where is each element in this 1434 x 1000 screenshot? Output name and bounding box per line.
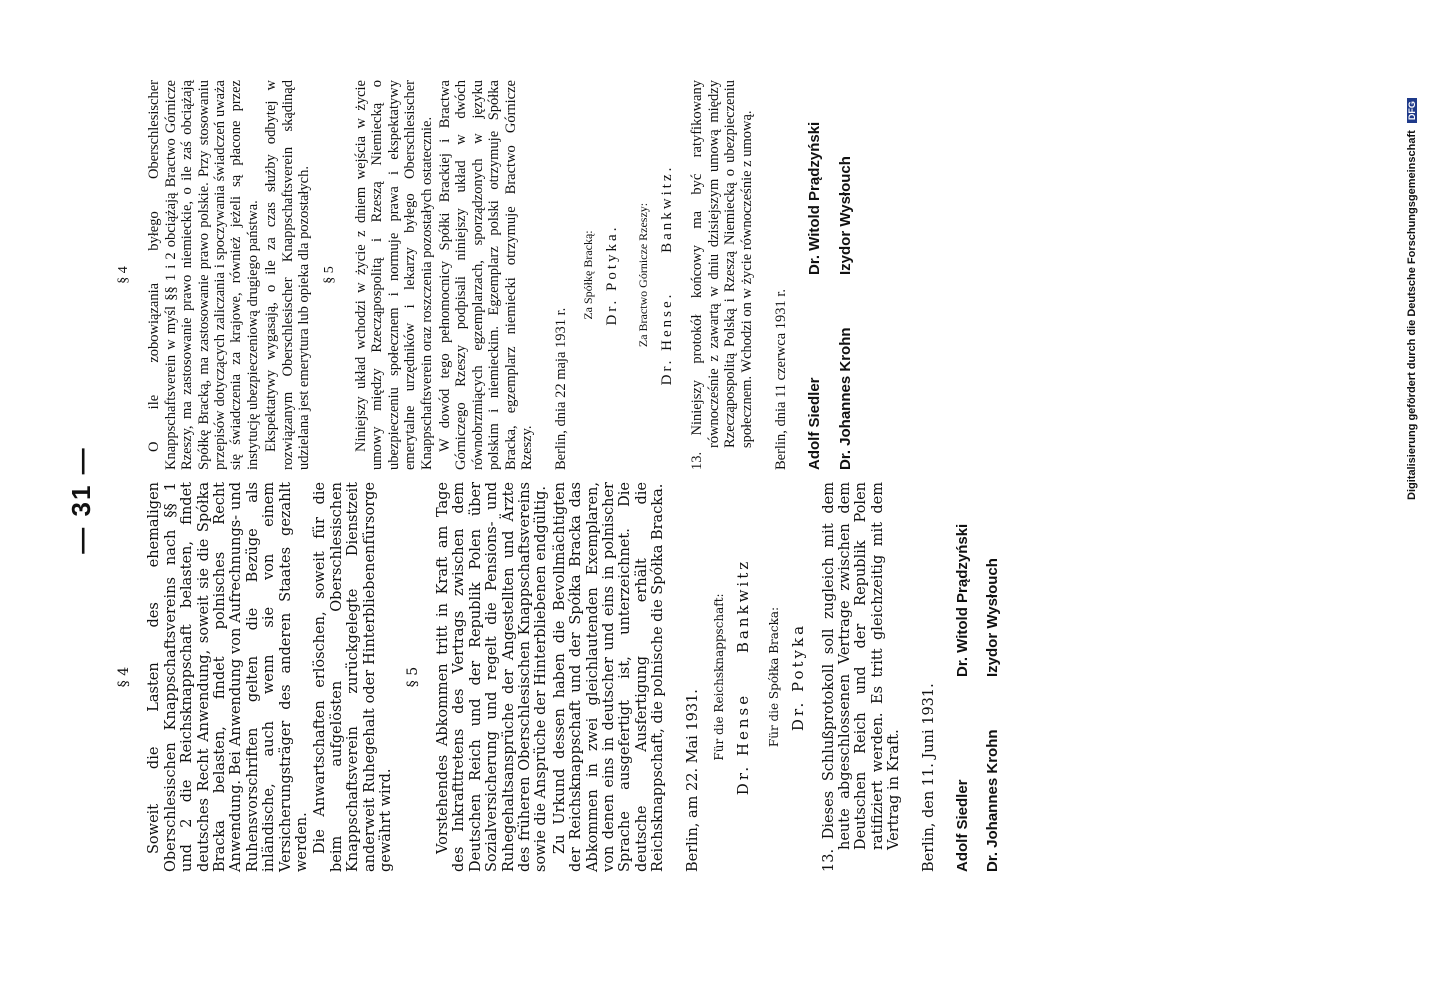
german-sig1-name-1: Dr. Hense bbox=[734, 692, 753, 796]
german-s4-paragraph-1: Soweit die Lasten des ehemaligen Oberschlesischen Knappschaftsvereins nach §§ 1 und 2 die Reichsknappschaft belasten, findet deutsches Recht Anwendung, soweit sie die Spółka Bracka belasten, findet polnisches Recht Anwendung. Bei Anwendung von Aufrechnungs- und Ruhensvorschriften gelten die Bezüge als inländische, auch wenn sie von einem Versicherungsträger des anderen Staates gezahlt werden. bbox=[146, 482, 311, 872]
polish-section-5 bbox=[322, 80, 535, 470]
dfg-logo: DFG bbox=[1407, 98, 1417, 123]
german-signatory: Dr. Johannes Krohn bbox=[984, 729, 1002, 872]
german-signatory: Dr. Witold Prądzyński bbox=[954, 523, 972, 677]
polish-s5-heading: § 5 bbox=[322, 266, 338, 284]
polish-column bbox=[116, 80, 854, 470]
polish-s5-paragraph-2: W dowód tego pełnomocnicy Spółki Brackiej i Bractwa Górniczego Rzeszy podpisali niniejszy układ w dwóch równobrzmiących egzemplarzach, sporządzonych w języku polskim i niemieckim. Egzemplarz polski otrzymuje Spółka Bracka, egzemplarz niemiecki otrzymuje Bractwo Górnicze Rzeszy. bbox=[436, 80, 535, 470]
german-column bbox=[116, 482, 1002, 872]
polish-s4-paragraph-1: O ile zobowiązania byłego Oberschlesischer Knappschaftsverein w myśl §§ 1 i 2 obciążają Bractwo Górnicze Rzeszy, ma zastosowanie prawo niemieckie, o ile zaś obciążają Spółkę Bracką, ma zastosowanie prawo polskie. Przy stosowaniu przepisów dotyczących zaliczania i spoczywania świadczeń uważa się świadczenia za krajowe, również jeżeli są płacone przez instytucję ubezpieczeniową drugiego państwa. bbox=[146, 80, 261, 470]
polish-sig1-caption: Za Spółkę Bracką: bbox=[580, 230, 595, 320]
german-s5-heading: § 5 bbox=[404, 666, 421, 688]
german-signatory: Adolf Siedler bbox=[954, 779, 972, 872]
german-signature-spolka bbox=[766, 482, 807, 872]
german-item-13: 13. Dieses Schlußprotokoll soll zugleich mit dem heute abgeschlossenen Vertrage zwischen dem Deutschen Reich und der Republik Polen ratifiziert werden. Es tritt gleichzeitig mit dem Vertrag in Kraft. bbox=[820, 482, 903, 872]
german-signatory: Izydor Wysłouch bbox=[984, 558, 1002, 677]
polish-sig2-caption: Za Bractwo Górnicze Rzeszy: bbox=[635, 202, 650, 348]
german-s4-paragraph-2: Die Anwartschaften erlöschen, soweit für die beim aufgelösten Oberschlesischen Knappschaftsverein zurückgelegte Dienstzeit anderweit Ruhegehalt oder Hinterbliebenenfürsorge gewährt wird. bbox=[312, 482, 395, 872]
german-sig2-caption: Für die Spółka Bracka: bbox=[766, 606, 781, 748]
polish-s4-heading: § 4 bbox=[116, 266, 131, 284]
german-s5-paragraph-2: Zu Urkund dessen haben die Bevollmächtigten der Reichsknappschaft und der Spółka Bracka das Abkommen in zwei gleichlautenden Exemplaren, von denen eins in deutscher und eins in polnischer Sprache ausgefertigt ist, unterzeichnet. Die deutsche Ausfertigung erhält die Reichsknappschaft, die polnische die Spółka Bracka. bbox=[551, 482, 667, 872]
german-s5-paragraph-1: Vorstehendes Abkommen tritt in Kraft am Tage des Inkrafttretens des Vertrags zwischen dem Deutschen Reich und der Republik Polen über Sozialversicherung und regelt die Pensions- und Ruhegehaltsansprüche der Angestellten und Ärzte des früheren Oberschlesischen Knappschaftsvereins sowie die Ansprüche der Hinterbliebenen endgültig. bbox=[434, 482, 550, 872]
polish-final-dateline: Berlin, dnia 11 czerwca 1931 r. bbox=[773, 288, 789, 470]
polish-signatory: Izydor Wysłouch bbox=[836, 156, 854, 275]
polish-signatory: Dr. Witold Prądzyński bbox=[806, 121, 824, 275]
german-section-4 bbox=[116, 482, 395, 872]
polish-s5-paragraph-1: Niniejszy układ wchodzi w życie z dniem wejścia w życie umowy między Rzecząpospolitą i Rzeszą Niemiecką o ubezpieczeniu społecznem i normuje prawa i ekspektatywy emerytalne urzędników i lekarzy byłego Oberschlesischer Knappschaftsverein oraz roszczenia pozostałych ostatecznie. bbox=[352, 80, 435, 470]
german-sig2-name: Dr. Potyka bbox=[789, 622, 808, 732]
polish-signatories bbox=[807, 80, 854, 470]
german-final-dateline: Berlin, den 11. Juni 1931. bbox=[920, 683, 937, 872]
german-signature-reichsknappschaft bbox=[711, 482, 752, 872]
polish-s4-paragraph-2: Ekspektatywy wygasają, o ile za czas służby odbytej w rozwiązanym Oberschlesischer Knappschaftsverein skądinąd udzielana jest emerytura lub opieka dla pozostałych. bbox=[263, 80, 313, 470]
polish-signature-bractwo bbox=[635, 80, 676, 470]
page-number: — 31 — bbox=[66, 446, 96, 554]
digitization-note-text: Digitalisierung gefördert durch die Deutsche Forschungsgemeinschaft bbox=[1406, 130, 1418, 500]
polish-sig2-name-2: Bankwitz. bbox=[658, 164, 675, 253]
polish-sig2-name-1: Dr. Hense. bbox=[658, 291, 675, 386]
german-s4-heading: § 4 bbox=[116, 666, 132, 688]
german-dateline: Berlin, am 22. Mai 1931. bbox=[684, 689, 701, 872]
german-signatories bbox=[955, 482, 1002, 872]
german-section-5 bbox=[405, 482, 667, 872]
polish-signatory: Dr. Johannes Krohn bbox=[836, 327, 854, 470]
polish-signatory: Adolf Siedler bbox=[806, 377, 824, 470]
polish-dateline: Berlin, dnia 22 maja 1931 r. bbox=[553, 307, 570, 470]
polish-section-4 bbox=[116, 80, 312, 470]
german-sig1-caption: Für die Reichsknappschaft: bbox=[712, 593, 726, 761]
polish-sig1-name: Dr. Potyka. bbox=[604, 224, 621, 326]
polish-item-13: 13. Niniejszy protokół końcowy ma być ratyfikowany równocześnie z zawartą w dniu dzisiejszym umową między Rzecząpospolitą Polską i Rzeszą Niemiecką o ubezpieczeniu społecznem. Wchodzi on w życie równocześnie z umową. bbox=[689, 80, 755, 470]
polish-signature-spolka bbox=[580, 80, 621, 470]
german-sig1-name-2: Bankwitz bbox=[734, 558, 753, 654]
